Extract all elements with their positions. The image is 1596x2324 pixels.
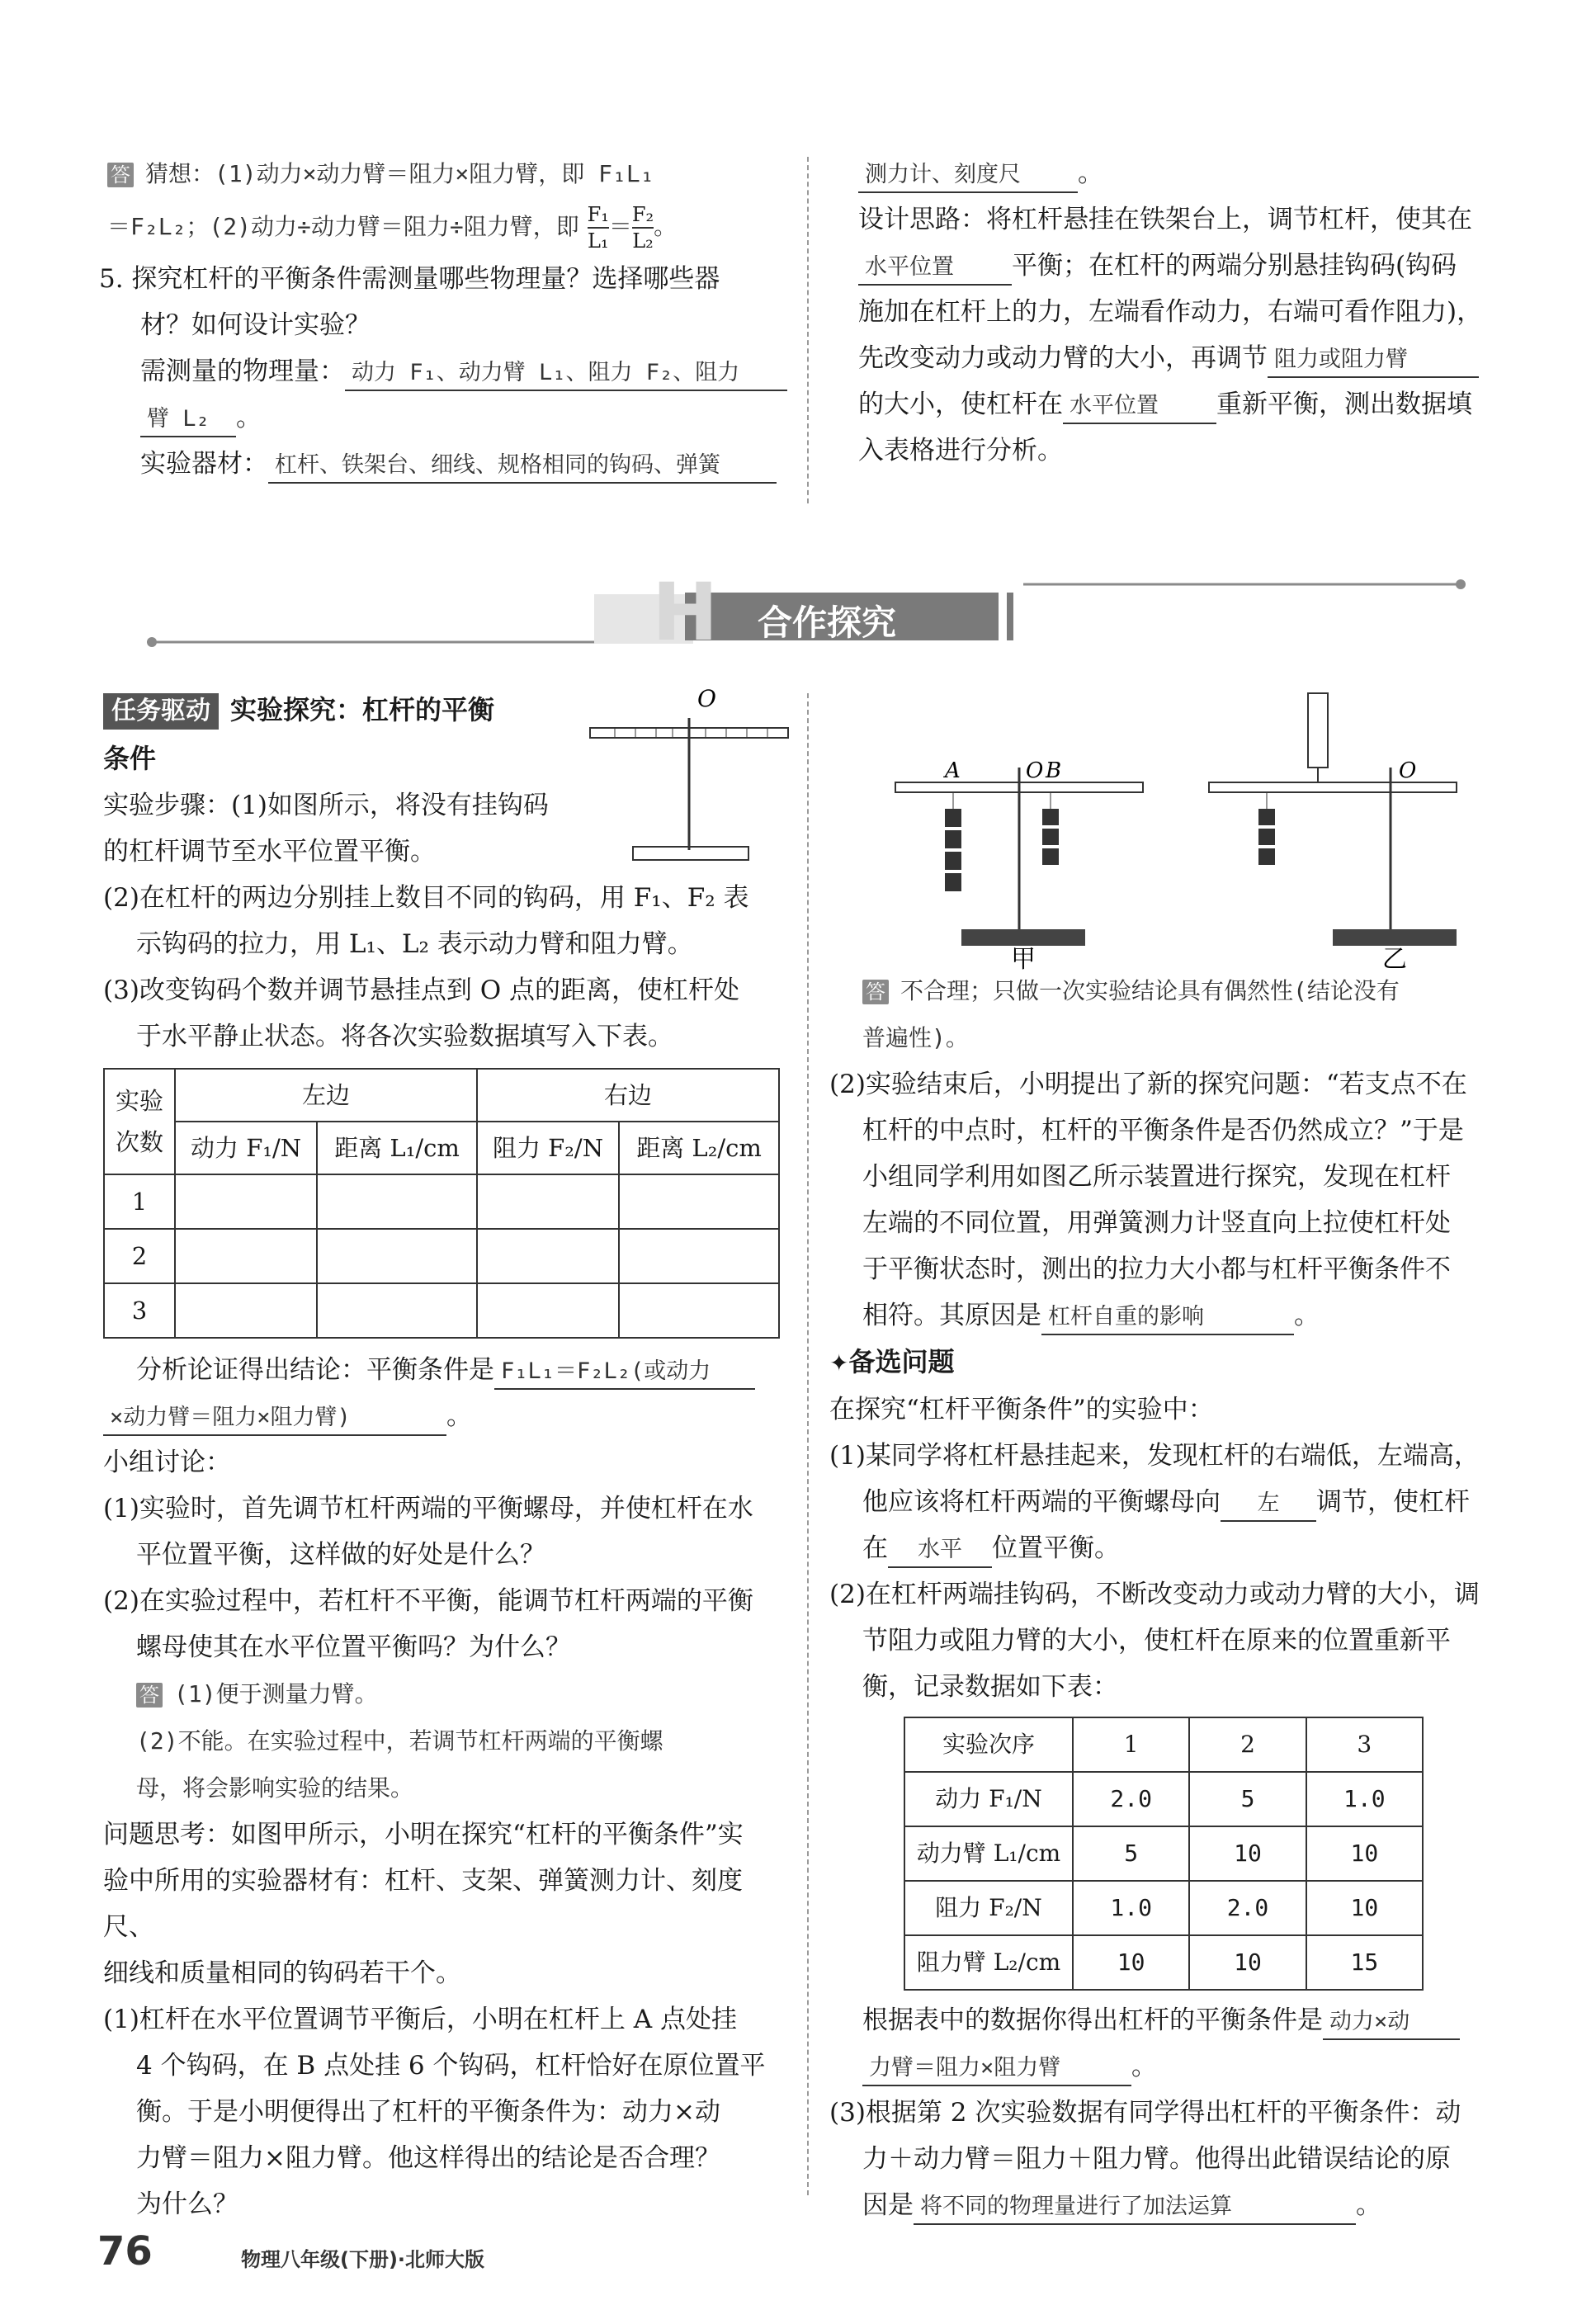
lever-figures: [829, 685, 1506, 974]
record-cell: 5: [1189, 1772, 1306, 1826]
record-cell: 1.0: [1306, 1772, 1423, 1826]
answer-label: 答: [862, 980, 889, 1004]
condition-blank: 动力×动: [1323, 2005, 1460, 2040]
resist-blank: 阻力或阻力臂: [1268, 343, 1479, 378]
equip-line: 实验器材： 杠杆、铁架台、细线、规格相同的钩码、弹簧: [107, 441, 792, 487]
discuss-answer-2: (2)不能。在实验过程中，若调节杠杆两端的平衡螺: [136, 1727, 663, 1755]
record-row: [904, 1826, 1423, 1881]
conclusion-blank-2: ×动力臂＝阻力×阻力臂): [103, 1401, 446, 1436]
design-line-1: 设计思路：将杠杆悬挂在铁架台上，调节杠杆，使其在: [858, 205, 1472, 234]
banner-title: 合作探究: [758, 602, 897, 643]
record-table: [904, 1717, 1424, 1991]
o1a: (1)某同学将杠杆悬挂起来，发现杠杆的右端低，左端高，: [829, 1441, 1480, 1471]
record-cell: 3: [1306, 1717, 1423, 1772]
right-main-column: [829, 685, 1514, 2228]
record-row: [904, 1717, 1423, 1772]
table-row: [104, 1283, 779, 1338]
record-cell: 阻力臂 L₂/cm: [904, 1935, 1073, 1990]
think-1b: 4 个钩码，在 B 点处挂 6 个钩码，杠杆恰好在原位置平: [136, 2051, 766, 2081]
equip-line-2: 测力计、刻度尺 。: [858, 150, 1518, 196]
conclusion: 分析论证得出结论：平衡条件是 F₁L₁＝F₂L₂(或动力: [103, 1347, 788, 1393]
o3c: 因是 将不同的物理量进行了加法运算 。: [829, 2182, 1514, 2228]
step-1a: 实验步骤：(1)如图所示，将没有挂钩码: [103, 791, 549, 820]
guess-line-1: 答 猜想：(1)动力×动力臂＝阻力×阻力臂，即 F₁L₁: [107, 150, 792, 197]
answer-1b: 普遍性)。: [862, 1024, 969, 1051]
question-5: 5. 探究杠杆的平衡条件需测量哪些物理量？选择哪些器: [99, 264, 720, 294]
fraction-2: $\frac{\text{F₂}}{\text{L₂}}$: [631, 202, 654, 253]
design-line-5: 的大小，使杠杆在 水平位置 重新平衡，测出数据填: [858, 381, 1518, 427]
discuss-title: 小组讨论：: [103, 1448, 231, 1477]
figure-b: [1209, 693, 1457, 974]
left-main-column: [103, 685, 788, 2227]
top-divider: [807, 157, 809, 503]
row-index: 3: [104, 1283, 175, 1338]
q2f: 相符。其原因是 杠杆自重的影响 。: [829, 1292, 1514, 1339]
top-right-column: [858, 150, 1518, 474]
sub-header: 动力 F₁/N: [175, 1122, 317, 1174]
step-2b: 示钩码的拉力，用 L₁、L₂ 表示动力臂和阻力臂。: [136, 929, 693, 959]
empty-cell[interactable]: [619, 1229, 779, 1283]
discuss-answer-2b: 母，将会影响实验的结果。: [136, 1774, 414, 1802]
record-cell: 10: [1306, 1826, 1423, 1881]
think-1a: (1)杠杆在水平位置调节平衡后，小明在杠杆上 A 点处挂: [103, 2005, 738, 2034]
figure-a: [895, 758, 1143, 974]
design-line-2: 水平位置 平衡；在杠杆的两端分别悬挂钩码(钩码: [858, 243, 1518, 289]
discuss-1a: (1)实验时，首先调节杠杆两端的平衡螺母，并使杠杆在水: [103, 1494, 753, 1523]
point-b-label: B: [1046, 758, 1062, 783]
point-a-label: A: [945, 758, 961, 783]
o3a: (3)根据第 2 次实验数据有同学得出杠杆的平衡条件：动: [829, 2098, 1461, 2128]
spring-scale: [1308, 693, 1328, 768]
col-left: 左边: [175, 1069, 477, 1122]
measure-blank-2: 臂 L₂: [140, 403, 236, 437]
error-reason-blank: 将不同的物理量进行了加法运算: [914, 2190, 1356, 2225]
record-cell: 10: [1073, 1935, 1189, 1990]
q2c: 小组同学利用如图乙所示装置进行探究，发现在杠杆: [862, 1162, 1451, 1192]
design-line-3: 施加在杠杆上的力，左端看作动力，右端可看作阻力)，: [858, 297, 1483, 327]
measure-blank: 动力 F₁、动力臂 L₁、阻力 F₂、阻力: [345, 357, 787, 391]
think-1e: 为什么？: [136, 2189, 238, 2219]
horizontal-blank-1: 水平位置: [858, 251, 1012, 286]
empty-cell[interactable]: [619, 1174, 779, 1229]
step-3: (3)改变钩码个数并调节悬挂点到 O 点的距离，使杠杆处: [103, 975, 740, 1005]
condition-blank-2: 力臂＝阻力×阻力臂: [862, 2052, 1131, 2086]
design-line-4: 先改变动力或动力臂的大小，再调节 阻力或阻力臂: [858, 335, 1518, 381]
step-3b: 于水平静止状态。将各次实验数据填写入下表。: [136, 1022, 673, 1051]
task-tag: 任务驱动: [103, 693, 219, 730]
direction-blank: 左: [1221, 1487, 1316, 1522]
empty-cell[interactable]: [477, 1229, 619, 1283]
discuss-2a: (2)在实验过程中，若杠杆不平衡，能调节杠杆两端的平衡: [103, 1586, 753, 1616]
step-2: (2)在杠杆的两边分别挂上数目不同的钩码，用 F₁、F₂ 表: [103, 883, 749, 913]
q2a: (2)实验结束后，小明提出了新的探究问题：“若支点不在: [829, 1070, 1467, 1099]
top-left-column: [99, 150, 792, 487]
q2b: 杠杆的中点时，杠杆的平衡条件是否仍然成立？”于是: [862, 1116, 1464, 1145]
think-b: 验中所用的实验器材有：杠杆、支架、弹簧测力计、刻度尺、: [103, 1866, 743, 1942]
guess-line-2: ＝F₂L₂；(2)动力÷动力臂＝阻力÷阻力臂，即 $\frac{\text{F₁}}{\text{L₁}}$ ＝ $\frac{\text{F₂}}{\text{L₂}}$ 。: [107, 202, 678, 253]
empty-cell[interactable]: [175, 1229, 317, 1283]
record-cell: 2.0: [1189, 1881, 1306, 1935]
main-divider: [807, 693, 809, 2195]
record-cell: 动力臂 L₁/cm: [904, 1826, 1073, 1881]
empty-cell[interactable]: [317, 1229, 477, 1283]
think-a: 问题思考：如图甲所示，小明在探究“杠杆的平衡条件”实: [103, 1820, 744, 1849]
task-title: 实验探究：杠杆的平衡: [230, 694, 495, 725]
table-row: [104, 1174, 779, 1229]
task-title-2: 条件: [103, 743, 157, 774]
empty-cell[interactable]: [477, 1283, 619, 1338]
record-cell: 2: [1189, 1717, 1306, 1772]
record-row: [904, 1935, 1423, 1990]
o2c: 衡，记录数据如下表：: [862, 1672, 1118, 1702]
book-title: 物理八年级(下册)·北师大版: [241, 2248, 485, 2271]
discuss-answer-1: 答 (1)便于测量力臂。: [103, 1670, 788, 1717]
think-1c: 衡。于是小明便得出了杠杆的平衡条件为：动力×动: [136, 2097, 720, 2127]
point-o-label: O: [1026, 758, 1044, 783]
record-table-body: [904, 1717, 1423, 1990]
col-right: 右边: [477, 1069, 779, 1122]
o1b: 他应该将杠杆两端的平衡螺母向 左 调节，使杠杆: [829, 1479, 1514, 1525]
record-row: [904, 1881, 1423, 1935]
record-cell: 5: [1073, 1826, 1189, 1881]
record-cell: 10: [1306, 1881, 1423, 1935]
q2e: 于平衡状态时，测出的拉力大小都与杠杆平衡条件不: [862, 1254, 1451, 1284]
o1d: 在 水平 位置平衡。: [829, 1525, 1514, 1571]
position-blank: 水平: [888, 1533, 992, 1568]
conclusion-2: ×动力臂＝阻力×阻力臂) 。: [103, 1393, 788, 1439]
point-o-label: O: [1399, 758, 1417, 783]
record-cell: 2.0: [1073, 1772, 1189, 1826]
record-cell: 阻力 F₂/N: [904, 1881, 1073, 1935]
record-cell: 10: [1189, 1826, 1306, 1881]
col-order: 实验次数: [104, 1069, 175, 1174]
answer-label: 答: [136, 1683, 163, 1708]
discuss-1b: 平位置平衡，这样做的好处是什么？: [136, 1540, 545, 1570]
record-cell: 10: [1189, 1935, 1306, 1990]
design-line-6: 入表格进行分析。: [858, 436, 1063, 465]
empty-cell[interactable]: [619, 1283, 779, 1338]
horizontal-blank-2: 水平位置: [1063, 390, 1216, 424]
sub-header-row: [104, 1122, 779, 1174]
conclusion-blank: F₁L₁＝F₂L₂(或动力: [494, 1355, 755, 1390]
fig-o-label: O: [697, 685, 716, 712]
sub-header: 阻力 F₂/N: [477, 1122, 619, 1174]
o2a: (2)在杠杆两端挂钩码，不断改变动力或动力臂的大小，调: [829, 1580, 1480, 1609]
opt-intro: 在探究“杠杆平衡条件”的实验中：: [829, 1395, 1214, 1424]
record-cell: 1: [1073, 1717, 1189, 1772]
fraction-1: $\frac{\text{F₁}}{\text{L₁}}$: [587, 202, 609, 253]
q2d: 左端的不同位置，用弹簧测力计竖直向上拉使杠杆处: [862, 1208, 1451, 1238]
step-1b: 的杠杆调节至水平位置平衡。: [103, 837, 436, 867]
figure-b-label: 乙: [1382, 945, 1407, 974]
sparkle-icon: ✦: [829, 1349, 849, 1377]
sub-header: 距离 L₁/cm: [317, 1122, 477, 1174]
empty-cell[interactable]: [317, 1174, 477, 1229]
lever-figure: [582, 685, 796, 867]
optional-title: ✦备选问题: [829, 1346, 955, 1377]
reason-blank: 杠杆自重的影响: [1041, 1301, 1294, 1335]
discuss-2b: 螺母使其在水平位置平衡吗？为什么？: [136, 1632, 571, 1662]
record-cell: 15: [1306, 1935, 1423, 1990]
equip-blank: 杠杆、铁架台、细线、规格相同的钩码、弹簧: [268, 449, 777, 484]
empty-cell[interactable]: [175, 1283, 317, 1338]
question-5-cont: 材？如何设计实验？: [140, 310, 371, 340]
figure-a-label: 甲: [1011, 945, 1036, 974]
think-1d: 力臂＝阻力×阻力臂。他这样得出的结论是否合理？: [136, 2143, 720, 2173]
page-number: 76: [97, 2228, 153, 2274]
record-cell: 实验次序: [904, 1717, 1073, 1772]
sub-header: 距离 L₂/cm: [619, 1122, 779, 1174]
o2d: 根据表中的数据你得出杠杆的平衡条件是 动力×动: [829, 1997, 1514, 2043]
equip-blank-2: 测力计、刻度尺: [858, 158, 1078, 193]
o2e: 力臂＝阻力×阻力臂 。: [829, 2043, 1514, 2090]
data-table: [103, 1068, 780, 1339]
measure-line: 需测量的物理量： 动力 F₁、动力臂 L₁、阻力 F₂、阻力: [107, 348, 792, 394]
think-c: 细线和质量相同的钩码若干个。: [103, 1958, 461, 1988]
empty-cell[interactable]: [477, 1174, 619, 1229]
measure-line-2: 臂 L₂ 。: [107, 394, 792, 441]
o2b: 节阻力或阻力臂的大小，使杠杆在原来的位置重新平: [862, 1626, 1451, 1656]
record-cell: 1.0: [1073, 1881, 1189, 1935]
answer-label: 答: [107, 163, 134, 187]
answer-1: 答 不合理；只做一次实验结论具有偶然性(结论没有: [829, 967, 1514, 1014]
table-row: [104, 1229, 779, 1283]
record-cell: 动力 F₁/N: [904, 1772, 1073, 1826]
empty-cell[interactable]: [317, 1283, 477, 1338]
record-row: [904, 1772, 1423, 1826]
banner-letter: H: [652, 566, 719, 659]
row-index: 1: [104, 1174, 175, 1229]
section-banner: [149, 566, 1469, 659]
empty-cell[interactable]: [175, 1174, 317, 1229]
row-index: 2: [104, 1229, 175, 1283]
o3b: 力＋动力臂＝阻力＋阻力臂。他得出此错误结论的原: [862, 2144, 1451, 2174]
